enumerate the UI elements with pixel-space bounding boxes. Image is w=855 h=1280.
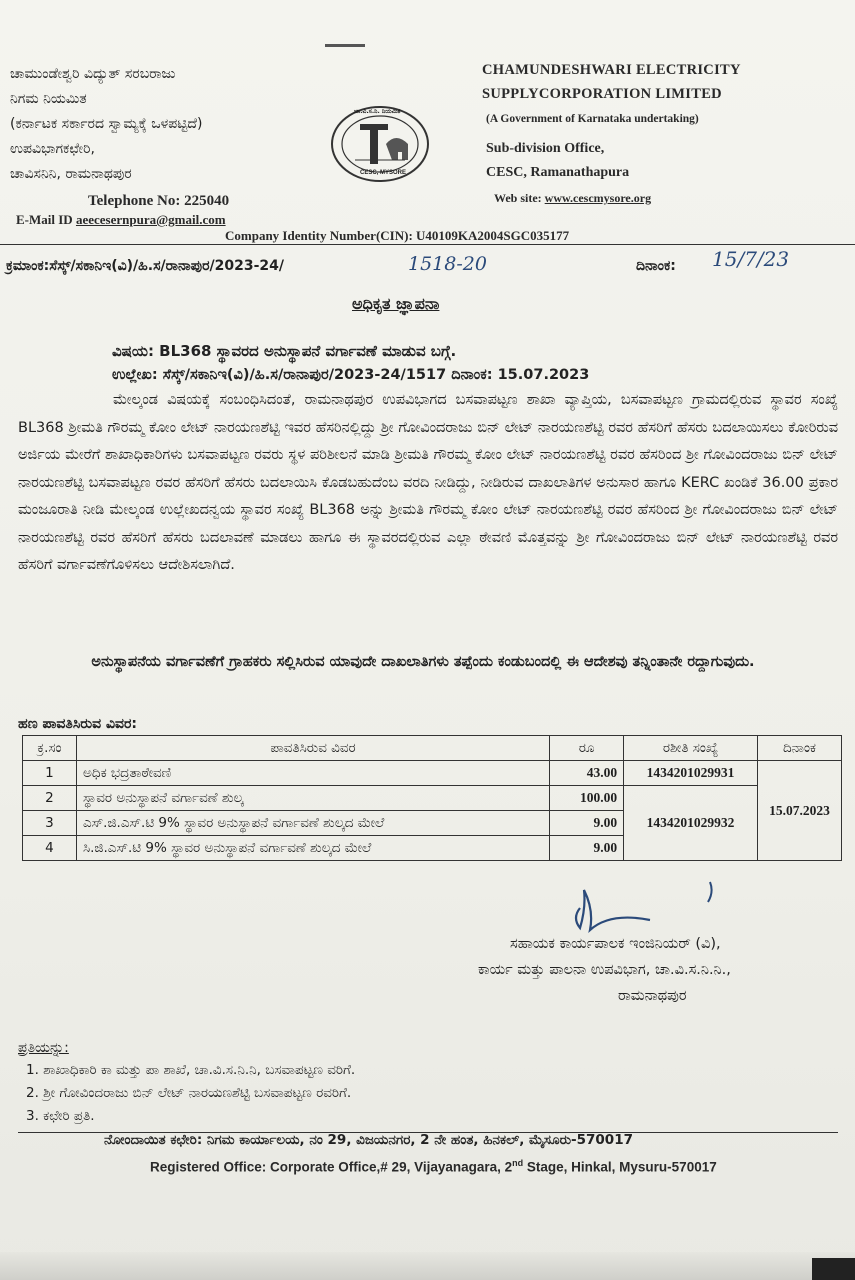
- header-en-line-4: Sub-division Office,: [486, 141, 605, 156]
- cancellation-note: ಅನುಸ್ಥಾಪನೆಯ ವರ್ಗಾವಣೆಗೆ ಗ್ರಾಹಕರು ಸಲ್ಲಿಸಿರುವ ಯಾವುದೇ ದಾಖಲಾತಿಗಳು ತಪ್ಪೆಂದು ಕಂಡುಬಂದಲ್ಲಿ ಈ ಆದೇಶವು ತನ್ನಿಂತಾನೇ ರದ್ದಾಗುವುದು.: [91, 654, 755, 670]
- header-kn-line-5: ಚಾವಿಸನಿನಿ, ರಾಮನಾಥಪುರ: [10, 166, 132, 182]
- date-label: ದಿನಾಂಕ:: [636, 258, 676, 274]
- email-label: E-Mail ID: [16, 212, 76, 227]
- row-desc: ಸಿ.ಜಿ.ಎಸ್.ಟಿ 9% ಸ್ಥಾವರ ಅನುಸ್ಥಾಪನೆ ವರ್ಗಾವಣೆ ಶುಲ್ಕದ ಮೇಲೆ: [76, 836, 549, 861]
- logo-bottom-text: CESC, MYSORE: [360, 170, 407, 176]
- header-kn-line-3: (ಕರ್ನಾಟಕ ಸರ್ಕಾರದ ಸ್ವಾಮ್ಯಕ್ಕೆ ಒಳಪಟ್ಟಿದೆ): [10, 116, 203, 132]
- footer-en-post: Stage, Hinkal, Mysuru-570017: [523, 1159, 717, 1175]
- receipt-1: 1434201029931: [624, 761, 758, 786]
- website-label: Web site:: [494, 191, 545, 205]
- header-en-line-2: SUPPLYCORPORATION LIMITED: [482, 86, 722, 102]
- footer-en-pre: Registered Office: Corporate Office,# 29, Vijayanagara, 2: [150, 1159, 513, 1175]
- body-paragraph: ಮೇಲ್ಕಂಡ ವಿಷಯಕ್ಕೆ ಸಂಬಂಧಿಸಿದಂತೆ, ರಾಮನಾಥಪುರ ಉಪವಿಭಾಗದ ಬಸವಾಪಟ್ಟಣ ಶಾಖಾ ವ್ಯಾಪ್ತಿಯ, ಬಸವಾಪಟ್ಟಣ ಗ್ರಾಮದಲ್ಲಿರುವ ಸ್ಥಾವರ ಸಂಖ್ಯೆ BL368 ಶ್ರೀಮತಿ ಗೌರಮ್ಮ ಕೋಂ ಲೇಟ್ ನಾರಯಣಶೆಟ್ಟಿ ಇವರ ಹೆಸರಿನಲ್ಲಿದ್ದು ಶ್ರೀ ಗೋವಿಂದರಾಜು ಬಿನ್ ಲೇಟ್ ನಾರಯಣಶೆಟ್ಟಿ ರವರ ಹೆಸರಿಗೆ ಹೆಸರು ಬದಲಾಯಿಸಲು ಕೋರಿರುವ ಅರ್ಜಿಯ ಮೇರೆಗೆ ಶಾಖಾಧಿಕಾರಿಗಳು ಬಸವಾಪಟ್ಟಣ ರವರು ಸ್ಥಳ ಪರಿಶೀಲನೆ ಮಾಡಿ ಶ್ರೀಮತಿ ಗೌರಮ್ಮ ಕೋಂ ಲೇಟ್ ನಾರಯಣಶೆಟ್ಟಿ ರವರ ಹೆಸರಿಂದ ಶ್ರೀ ಗೋವಿಂದರಾಜು ಬಿನ್ ಲೇಟ್ ನಾರಯಣಶೆಟ್ಟಿ ಬಸವಾಪಟ್ಟಣ ರವರ ಹೆಸರಿಗೆ ಹೆಸರು ಬದಲಾಯಿಸಿ ಕೊಡಬಹುದೆಂಬ ವರದಿ ನೀಡಿದ್ದು, ನೀಡಿರುವ ದಾಖಲಾತಿಗಳ ಅನುಸಾರ ಹಾಗೂ KERC ಖಂಡಿಕೆ 36.00 ಪ್ರಕಾರ ಮಂಜೂರಾತಿ ನೀಡಿ ಮೇಲ್ಕಂಡ ಉಲ್ಲೇಖದನ್ವಯ ಸ್ಥಾವರ ಸಂಖ್ಯೆ BL368 ಅನ್ನು ಶ್ರೀಮತಿ ಗೌರಮ್ಮ ಕೋಂ ಲೇಟ್ ನಾರಯಣಶೆಟ್ಟಿ ರವರ ಹೆಸರಿಂದ ಶ್ರೀ ಗೋವಿಂದರಾಜು ಬಿನ್ ಲೇಟ್ ನಾರಯಣಶೆಟ್ಟಿ ರವರ ಹೆಸರಿಗೆ ಹೆಸರು ಬದಲಾವಣೆ ಮಾಡಲು ಹಾಗೂ ಈ ಸ್ಥಾವರದಲ್ಲಿರುವ ಎಲ್ಲಾ ಠೇವಣಿ ಮೊತ್ತವನ್ನು ಶ್ರೀ ಗೋವಿಂದರಾಜು ಬಿನ್ ಲೇಟ್ ನಾರಯಣಶೆಟ್ಟಿ ರವರ ಹೆಸರಿಗೆ ವರ್ಗಾವಣೆಗೊಳಿಸಲು ಆದೇಶಿಸಲಾಗಿದೆ.: [18, 392, 838, 573]
- copy-item-2: 2. ಶ್ರೀ ಗೋವಿಂದರಾಜು ಬಿನ್ ಲೇಟ್ ನಾರಯಣಶೆಟ್ಟಿ ಬಸವಾಪಟ್ಟಣ ರವರಿಗೆ.: [26, 1085, 352, 1101]
- cin-number: Company Identity Number(CIN): U40109KA2004SGC035177: [225, 228, 570, 243]
- table-row: [23, 761, 842, 786]
- table-header-row: [23, 736, 842, 761]
- footer-en: [150, 1158, 717, 1175]
- subject: ವಿಷಯ: BL368 ಸ್ಥಾವರದ ಅನುಸ್ಥಾಪನೆ ವರ್ಗಾವಣೆ ಮಾಡುವ ಬಗ್ಗೆ.: [112, 342, 457, 360]
- col-amount: ರೂ: [550, 736, 624, 761]
- header-kn-line-2: ನಿಗಮ ನಿಯಮಿತ: [10, 91, 87, 107]
- row-amount: 43.00: [550, 761, 624, 786]
- payment-table: [22, 735, 842, 861]
- footer-en-sup: nd: [512, 1158, 524, 1168]
- header-rule: [0, 244, 855, 245]
- col-sl: ಕ್ರ.ಸಂ: [23, 736, 77, 761]
- header-kn-line-4: ಉಪವಿಭಾಗಕಛೇರಿ,: [10, 141, 95, 157]
- page-bottom-edge: [0, 1252, 855, 1280]
- row-sl: 3: [23, 811, 77, 836]
- website-link[interactable]: www.cescmysore.org: [544, 191, 652, 205]
- row-sl: 2: [23, 786, 77, 811]
- signatory-line-3: ರಾಮನಾಥಪುರ: [618, 988, 687, 1004]
- row-amount: 100.00: [550, 786, 624, 811]
- cesc-logo: [330, 104, 430, 184]
- logo-top-text: ಚಾ.ವಿ.ಸ.ನಿ. ನಿಯಮಿತ: [354, 108, 401, 115]
- copies-heading: ಪ್ರತಿಯನ್ನು:: [18, 1040, 69, 1056]
- payment-heading: ಹಣ ಪಾವತಿಸಿರುವ ವಿವರ:: [18, 716, 138, 732]
- row-desc: ಎಸ್.ಜಿ.ಎಸ್.ಟಿ 9% ಸ್ಥಾವರ ಅನುಸ್ಥಾಪನೆ ವರ್ಗಾವಣೆ ಶುಲ್ಕದ ಮೇಲೆ: [76, 811, 549, 836]
- row-sl: 1: [23, 761, 77, 786]
- row-amount: 9.00: [550, 811, 624, 836]
- reference: ಉಲ್ಲೇಖ: ಸೆಸ್ಕ್/ಸಕಾನಿಇ(ವಿ)/ಹಿ.ಸ/ರಾನಾಪುರ/2023-24/1517 ದಿನಾಂಕ: 15.07.2023: [112, 367, 590, 383]
- header-en-line-3: (A Government of Karnataka undertaking): [486, 113, 699, 125]
- copy-item-3: 3. ಕಛೇರಿ ಪ್ರತಿ.: [26, 1108, 95, 1124]
- row-desc: ಅಧಿಕ ಭದ್ರತಾಠೇವಣಿ: [76, 761, 549, 786]
- table-row: [23, 786, 842, 811]
- copy-item-1: 1. ಶಾಖಾಧಿಕಾರಿ ಕಾ ಮತ್ತು ಪಾ ಶಾಖೆ, ಚಾ.ವಿ.ಸ.ನಿ.ನಿ, ಬಸವಾಪಟ್ಟಣ ವರಿಗೆ.: [26, 1062, 356, 1078]
- footer-kn: ನೋಂದಾಯಿತ ಕಛೇರಿ: ನಿಗಮ ಕಾರ್ಯಾಲಯ, ನಂ 29, ವಿಜಯನಗರ, 2 ನೇ ಹಂತ, ಹಿನಕಲ್, ಮೈಸೂರು-570017: [104, 1132, 633, 1148]
- email-line: [16, 212, 226, 228]
- header-en-line-1: CHAMUNDESHWARI ELECTRICITY: [482, 62, 741, 78]
- telephone: Telephone No: 225040: [88, 193, 230, 209]
- memo-title: ಅಧಿಕೃತ ಜ್ಞಾಪನಾ: [352, 294, 440, 313]
- col-date: ದಿನಾಂಕ: [757, 736, 841, 761]
- row-amount: 9.00: [550, 836, 624, 861]
- top-mark: [325, 44, 365, 47]
- ref-number: ಕ್ರಮಾಂಕ:ಸೆಸ್ಕ್/ಸಕಾನಿಇ(ವಿ)/ಹಿ.ಸ/ರಾನಾಪುರ/2023-24/: [6, 258, 284, 274]
- receipt-2: 1434201029932: [624, 786, 758, 861]
- corner-shadow: [812, 1258, 855, 1280]
- header-en-line-5: CESC, Ramanathapura: [486, 165, 630, 180]
- header-kn-line-1: ಚಾಮುಂಡೇಶ್ವರಿ ವಿದ್ಯುತ್ ಸರಬರಾಜು: [10, 66, 176, 82]
- row-desc: ಸ್ಥಾವರ ಅನುಸ್ಥಾಪನೆ ವರ್ಗಾವಣೆ ಶುಲ್ಕ: [76, 786, 549, 811]
- col-description: ಪಾವತಿಸಿರುವ ವಿವರ: [76, 736, 549, 761]
- signatory-line-2: ಕಾರ್ಯ ಮತ್ತು ಪಾಲನಾ ಉಪವಿಭಾಗ, ಚಾ.ವಿ.ಸ.ನಿ.ನಿ.,: [478, 962, 731, 978]
- handwritten-ref-no: 1518-20: [408, 253, 487, 275]
- row-sl: 4: [23, 836, 77, 861]
- website: [494, 191, 651, 206]
- col-receipt: ರಶೀತಿ ಸಂಖ್ಯೆ: [624, 736, 758, 761]
- signatory-line-1: ಸಹಾಯಕ ಕಾರ್ಯಪಾಲಕ ಇಂಜಿನಿಯರ್ (ವಿ),: [510, 936, 721, 952]
- handwritten-date: 15/7/23: [712, 247, 790, 271]
- email-link[interactable]: aeecesernpura@gmail.com: [75, 212, 226, 227]
- payment-date: 15.07.2023: [757, 761, 841, 861]
